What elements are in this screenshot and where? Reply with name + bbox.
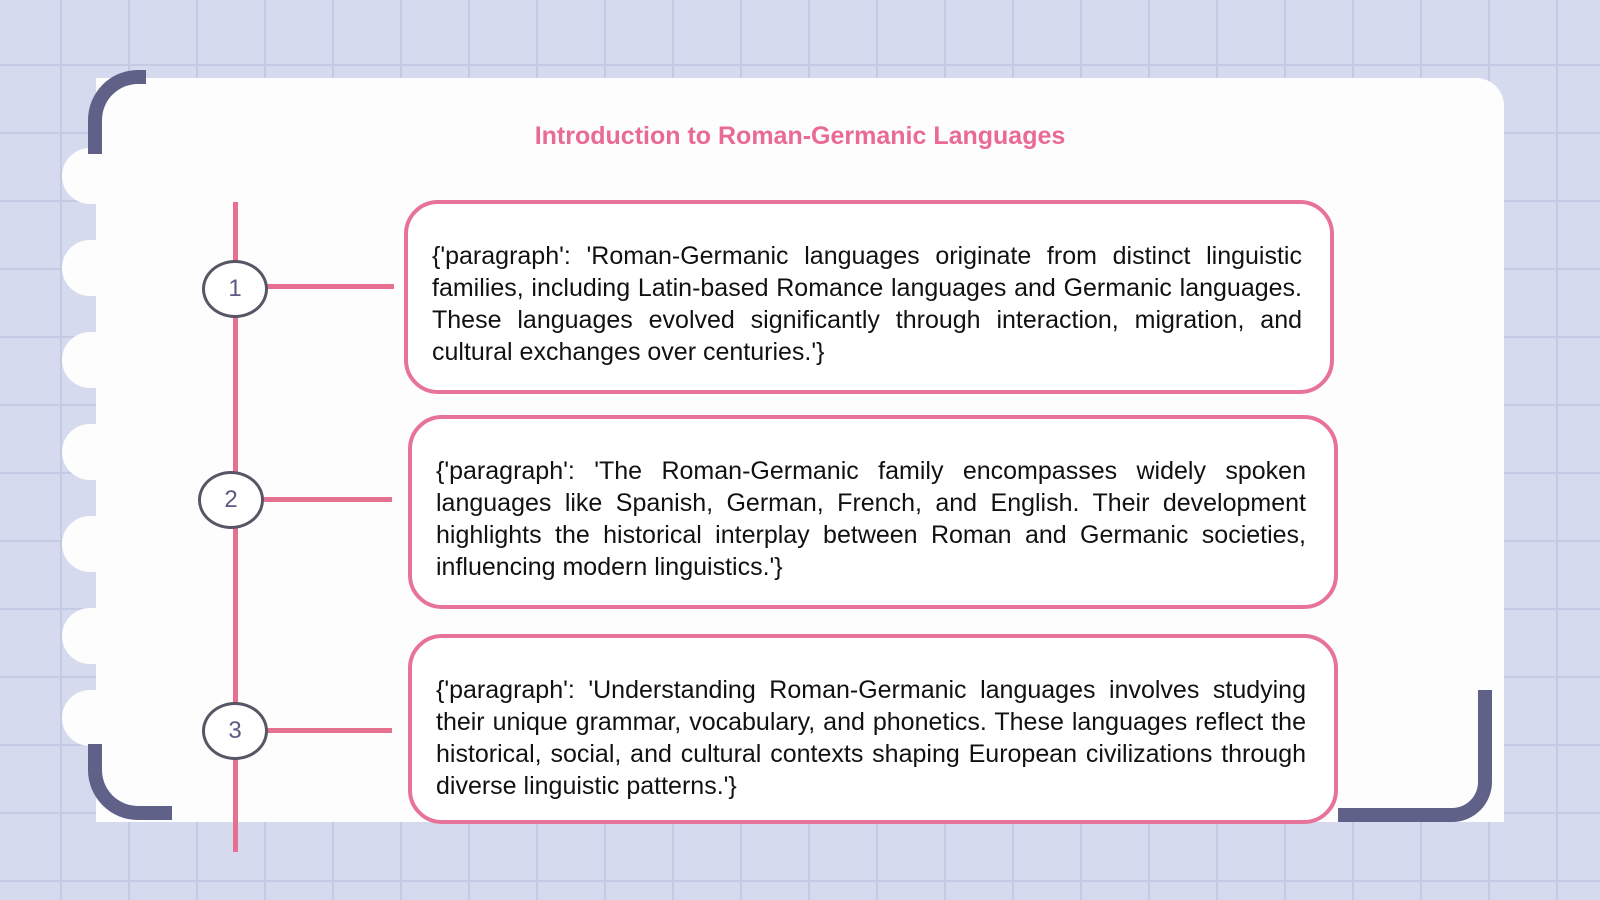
paragraph-box-2: {'paragraph': 'The Roman-Germanic family encompasses widely spoken languages like Spanish, German, French, and English. Their development highlights the historical interplay between Roman and Germanic societies, influencing modern linguistics.'} <box>408 415 1338 609</box>
scallop-edge <box>62 424 126 480</box>
paragraph-box-3: {'paragraph': 'Understanding Roman-Germanic languages involves studying their unique grammar, vocabulary, and phonetics. These languages reflect the historical, social, and cultural contexts shaping European civilizations through diverse linguistic patterns.'} <box>408 634 1338 824</box>
scallop-edge <box>62 240 126 296</box>
scallop-edge <box>62 332 126 388</box>
scallop-edge <box>62 516 126 572</box>
step-number-2: 2 <box>198 471 264 529</box>
scallop-edge <box>62 608 126 664</box>
paragraph-box-1: {'paragraph': 'Roman-Germanic languages originate from distinct linguistic families, including Latin-based Romance languages and Germanic languages. These languages evolved significantly through interaction, migration, and cultural exchanges over centuries.'} <box>404 200 1334 394</box>
slide-title: Introduction to Roman-Germanic Languages <box>534 122 1066 150</box>
scallop-edge <box>62 148 126 204</box>
timeline-connector <box>262 284 394 289</box>
timeline-connector <box>262 728 392 733</box>
step-number-3: 3 <box>202 702 268 760</box>
step-number-1: 1 <box>202 260 268 318</box>
corner-bracket-bottom-right <box>1338 690 1492 822</box>
scallop-edge <box>62 690 126 746</box>
timeline-connector <box>262 497 392 502</box>
